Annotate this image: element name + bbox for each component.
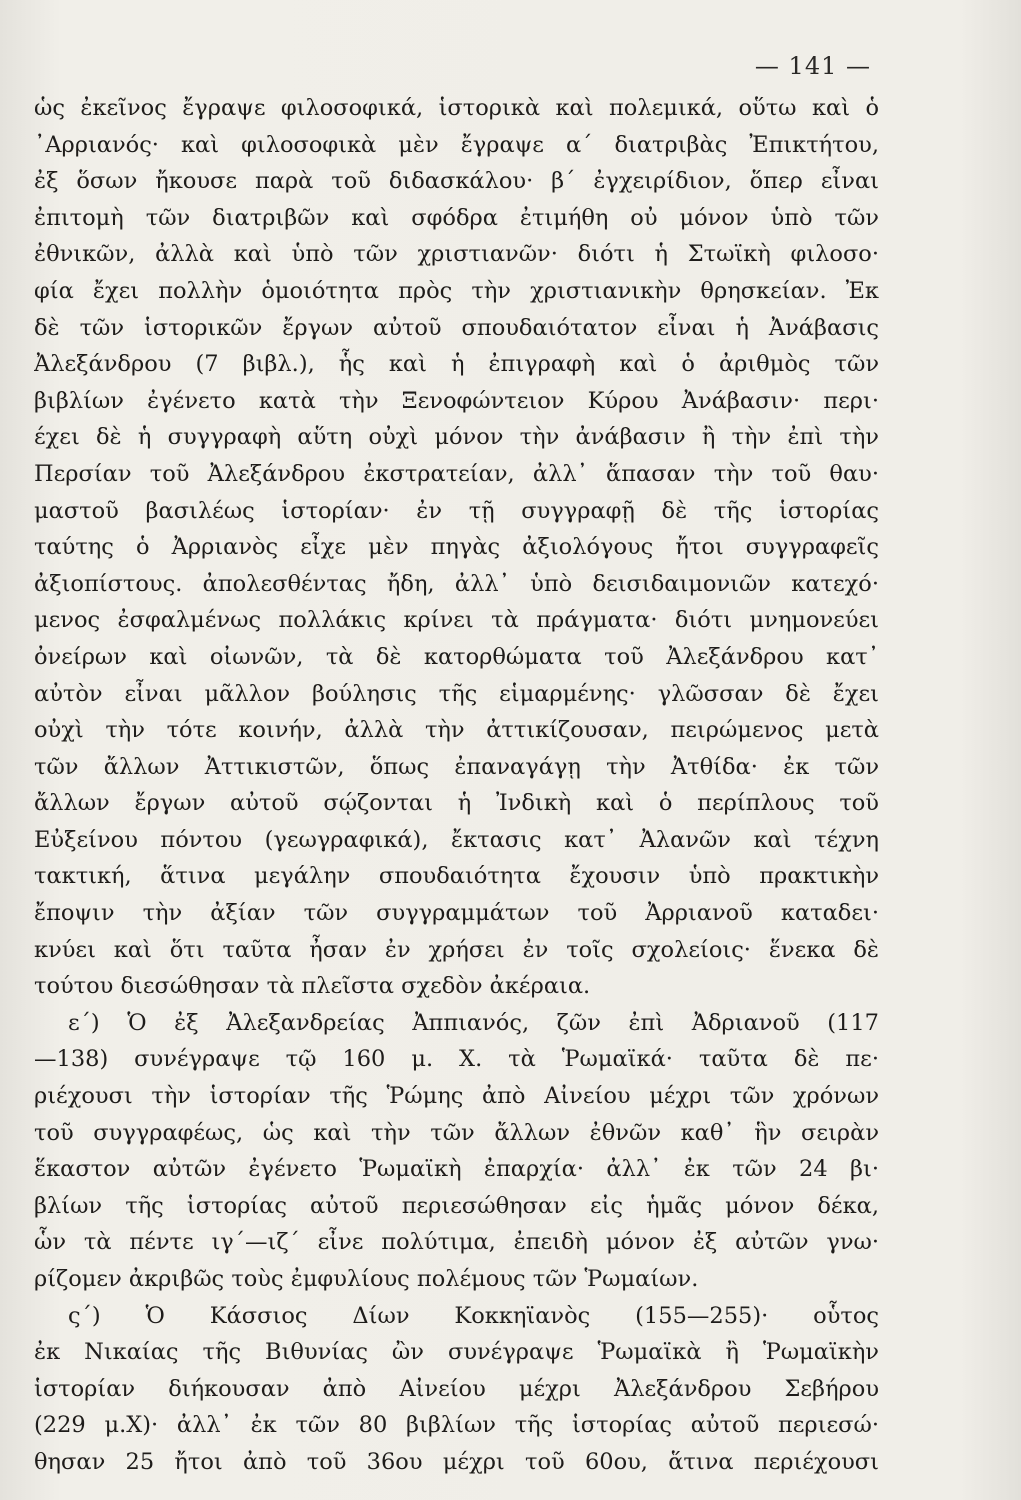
body-text xyxy=(34,90,879,1481)
text-line: ἀξιοπίστους. ἀπολεσθέντας ἤδη, ἀλλ᾿ ὑπὸ δεισιδαιμονιῶν κατεχό· xyxy=(34,570,879,597)
text-line: ὀνείρων καὶ οἰωνῶν, τὰ δὲ κατορθώματα τοῦ Ἀλεξάνδρου κατ᾿ xyxy=(34,643,879,670)
text-line: ᾿Αρριανός· καὶ φιλοσοφικὰ μὲν ἔγραψε α΄ διατριβὰς Ἐπικτήτου, xyxy=(34,131,879,158)
text-line: ἄλλων ἔργων αὐτοῦ σῴζονται ἡ Ἰνδικὴ καὶ ὁ περίπλους τοῦ xyxy=(34,790,879,817)
text-line: ριέχουσι τὴν ἱστορίαν τῆς Ῥώμης ἀπὸ Αἰνείου μέχρι τῶν χρόνων xyxy=(34,1083,879,1110)
text-line: οὐχὶ τὴν τότε κοινήν, ἀλλὰ τὴν ἀττικίζουσαν, πειρώμενος μετὰ xyxy=(34,717,879,744)
text-line: ἔποψιν τὴν ἀξίαν τῶν συγγραμμάτων τοῦ Ἀρριανοῦ καταδει· xyxy=(34,900,879,927)
text-line: ἐξ ὅσων ἤκουσε παρὰ τοῦ διδασκάλου· β΄ ἐγχειρίδιον, ὅπερ εἶναι xyxy=(34,168,879,195)
text-line: μαστοῦ βασιλέως ἱστορίαν· ἐν τῇ συγγραφῇ δὲ τῆς ἱστορίας xyxy=(34,497,879,524)
text-line: —138) συνέγραψε τῷ 160 μ. Χ. τὰ Ῥωμαϊκά· ταῦτα δὲ πε· xyxy=(34,1046,879,1073)
text-line: Περσίαν τοῦ Ἀλεξάνδρου ἐκστρατείαν, ἀλλ᾿ ἅπασαν τὴν τοῦ θαυ· xyxy=(34,460,879,487)
text-line: Ἀλεξάνδρου (7 βιβλ.), ἧς καὶ ἡ ἐπιγραφὴ καὶ ὁ ἀριθμὸς τῶν xyxy=(34,351,879,378)
text-line: μενος ἐσφαλμένως πολλάκις κρίνει τὰ πράγματα· διότι μνημονεύει xyxy=(34,607,879,634)
text-line: έχει δὲ ἡ συγγραφὴ αὕτη οὐχὶ μόνον τὴν ἀνάβασιν ἢ τὴν ἐπὶ τὴν xyxy=(34,424,879,451)
text-line: βλίων τῆς ἱστορίας αὐτοῦ περιεσώθησαν εἰς ἡμᾶς μόνον δέκα, xyxy=(34,1192,879,1219)
text-line: ε΄) Ὁ ἐξ Ἀλεξανδρείας Ἀππιανός, ζῶν ἐπὶ Ἀδριανοῦ (117 xyxy=(68,1009,879,1036)
text-line: αὐτὸν εἶναι μᾶλλον βούλησις τῆς εἱμαρμένης· γλῶσσαν δὲ ἔχει xyxy=(34,680,879,707)
text-line: τούτου διεσώθησαν τὰ πλεῖστα σχεδὸν ἀκέραια. xyxy=(34,973,591,1000)
text-line: Εὐξείνου πόντου (γεωγραφικά), ἔκτασις κατ᾿ Ἀλανῶν καὶ τέχνη xyxy=(34,826,879,853)
text-line: ταύτης ὁ Ἀρριανὸς εἶχε μὲν πηγὰς ἀξιολόγους ἤτοι συγγραφεῖς xyxy=(34,534,879,561)
text-line: ὡς ἐκεῖνος ἔγραψε φιλοσοφικά, ἱστορικὰ καὶ πολεμικά, οὕτω καὶ ὁ xyxy=(34,95,879,121)
text-line: βιβλίων ἐγένετο κατὰ τὴν Ξενοφώντειον Κύρου Ἀνάβασιν· περι· xyxy=(34,387,879,414)
text-line: ἐπιτομὴ τῶν διατριβῶν καὶ σφόδρα ἐτιμήθη οὐ μόνον ὑπὸ τῶν xyxy=(34,204,879,231)
text-line: ς΄) Ὁ Κάσσιος Δίων Κοκκηϊανὸς (155—255)· οὗτος xyxy=(68,1302,879,1329)
text-line: ἱστορίαν διήκουσαν ἀπὸ Αἰνείου μέχρι Ἀλεξάνδρου Σεβήρου xyxy=(34,1375,879,1402)
text-line: (229 μ.Χ)· ἀλλ᾿ ἐκ τῶν 80 βιβλίων τῆς ἱστορίας αὐτοῦ περιεσώ· xyxy=(34,1412,879,1439)
text-line: τοῦ συγγραφέως, ὡς καὶ τὴν τῶν ἄλλων ἐθνῶν καθ᾿ ἣν σειρὰν xyxy=(34,1119,879,1146)
page-number: — 141 — xyxy=(754,52,871,80)
text-line: κνύει καὶ ὅτι ταῦτα ἦσαν ἐν χρήσει ἐν τοῖς σχολείοις· ἕνεκα δὲ xyxy=(34,936,879,963)
text-line: φία ἔχει πολλὴν ὁμοιότητα πρὸς τὴν χριστιανικὴν θρησκείαν. Ἐκ xyxy=(34,277,879,304)
text-line: ρίζομεν ἀκριβῶς τοὺς ἐμφυλίους πολέμους τῶν Ῥωμαίων. xyxy=(34,1266,699,1292)
text-line: ἐθνικῶν, ἀλλὰ καὶ ὑπὸ τῶν χριστιανῶν· διότι ἡ Στωϊκὴ φιλοσο· xyxy=(34,241,879,268)
text-line: τῶν ἄλλων Ἀττικιστῶν, ὅπως ἐπαναγάγῃ τὴν Ἀτθίδα· ἐκ τῶν xyxy=(34,753,879,780)
text-line: θησαν 25 ἤτοι ἀπὸ τοῦ 36ου μέχρι τοῦ 60ου, ἅτινα περιέχουσι xyxy=(34,1448,879,1475)
text-line: ἐκ Νικαίας τῆς Βιθυνίας ὢν συνέγραψε Ῥωμαϊκὰ ἢ Ῥωμαϊκὴν xyxy=(34,1339,879,1366)
text-line: ἕκαστον αὐτῶν ἐγένετο Ῥωμαϊκὴ ἐπαρχία· ἀλλ᾿ ἐκ τῶν 24 βι· xyxy=(34,1156,879,1183)
text-line: ὧν τὰ πέντε ιγ΄—ιζ΄ εἶνε πολύτιμα, ἐπειδὴ μόνον ἐξ αὐτῶν γνω· xyxy=(34,1229,879,1256)
text-line: τακτική, ἅτινα μεγάλην σπουδαιότητα ἔχουσιν ὑπὸ πρακτικὴν xyxy=(34,863,879,890)
text-line: δὲ τῶν ἱστορικῶν ἔργων αὐτοῦ σπουδαιότατον εἶναι ἡ Ἀνάβασις xyxy=(34,314,879,341)
